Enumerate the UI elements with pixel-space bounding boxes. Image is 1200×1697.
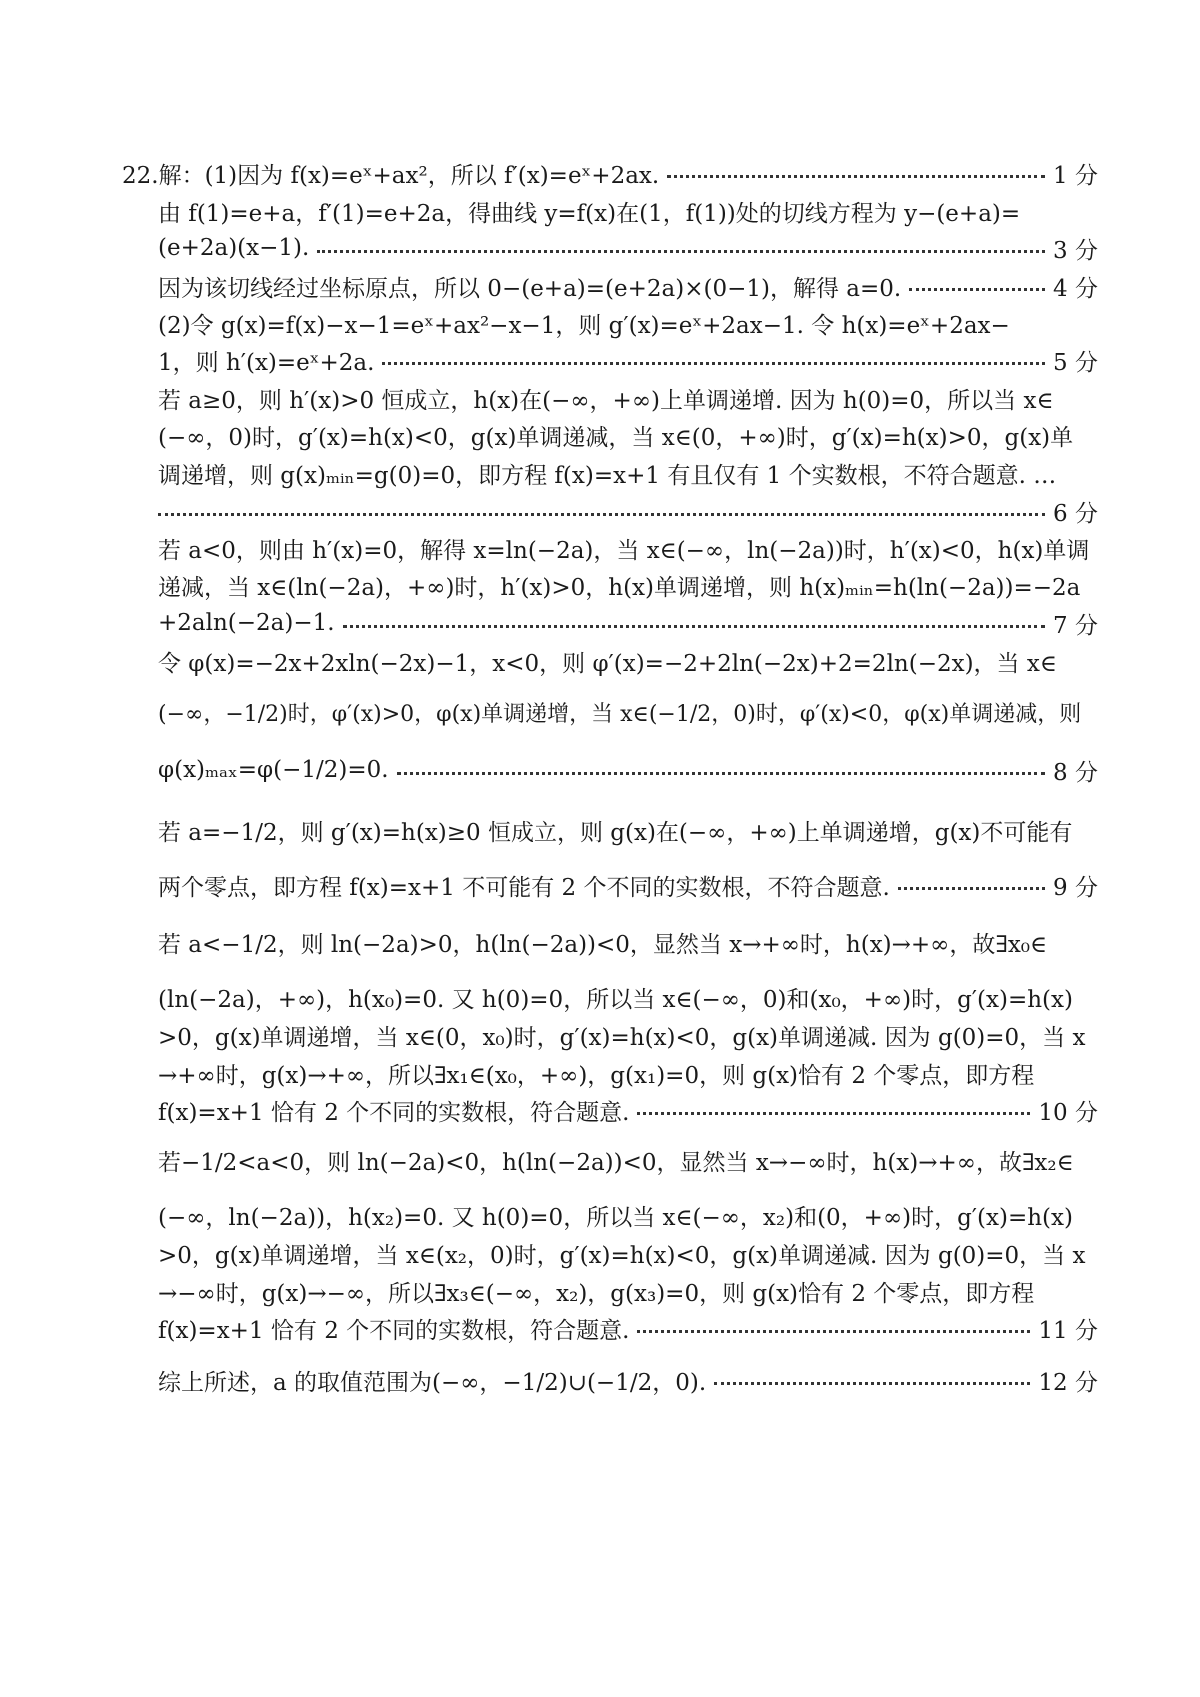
line-text: 若 a=−1/2，则 g′(x)=h(x)≥0 恒成立，则 g(x)在(−∞，+∞)上单调递增，g(x)不可能有 <box>158 819 1073 846</box>
line-text: 若−1/2<a<0，则 ln(−2a)<0，h(ln(−2a))<0，显然当 x→−∞时，h(x)→+∞，故∃x₂∈ <box>158 1149 1074 1176</box>
line-text: (ln(−2a)，+∞)，h(x₀)=0. 又 h(0)=0，所以当 x∈(−∞，0)和(x₀，+∞)时，g′(x)=h(x) <box>158 986 1073 1013</box>
score-label: 7 分 <box>1053 612 1098 639</box>
solution-line <box>158 415 1098 455</box>
score-label: 6 分 <box>1053 500 1098 527</box>
leader-dots <box>158 513 1045 516</box>
line-text: (2)令 g(x)=f(x)−x−1=eˣ+ax²−x−1，则 g′(x)=eˣ+2ax−1. 令 h(x)=eˣ+2ax− <box>158 312 1010 339</box>
solution-line <box>158 1140 1098 1180</box>
score-label: 12 分 <box>1038 1369 1098 1396</box>
solution-line <box>158 1195 1098 1235</box>
score-label: 3 分 <box>1053 237 1098 264</box>
solution-line <box>158 603 1098 643</box>
solution-line <box>158 641 1098 681</box>
line-text: 1，则 h′(x)=eˣ+2a. <box>158 349 375 376</box>
solution-line <box>158 378 1098 418</box>
solution-line <box>158 1233 1098 1273</box>
score-label: 10 分 <box>1038 1099 1098 1126</box>
line-text: 调递增，则 g(x)ₘᵢₙ=g(0)=0，即方程 f(x)=x+1 有且仅有 1 个实数根，不符合题意. … <box>158 462 1057 489</box>
score-label: 4 分 <box>1053 275 1098 302</box>
line-text: 22.解：(1)因为 f(x)=eˣ+ax²，所以 f′(x)=eˣ+2ax. <box>122 162 660 189</box>
leader-dots <box>909 288 1045 291</box>
leader-dots <box>714 1382 1030 1385</box>
line-text: φ(x)ₘₐₓ=φ(−1/2)=0. <box>158 757 389 783</box>
leader-dots <box>397 772 1045 775</box>
solution-line <box>158 750 1098 790</box>
line-text: f(x)=x+1 恰有 2 个不同的实数根，符合题意. <box>158 1099 630 1126</box>
line-text: (−∞，−1/2)时，φ′(x)>0，φ(x)单调递增，当 x∈(−1/2，0)时，φ′(x)<0，φ(x)单调递减，则 <box>158 701 1082 727</box>
line-text: →+∞时，g(x)→+∞，所以∃x₁∈(x₀，+∞)，g(x₁)=0，则 g(x)恰有 2 个零点，即方程 <box>158 1062 1035 1089</box>
solution-line <box>158 565 1098 605</box>
line-text: 若 a<−1/2，则 ln(−2a)>0，h(ln(−2a))<0，显然当 x→+∞时，h(x)→+∞，故∃x₀∈ <box>158 931 1048 958</box>
solution-line <box>158 1015 1098 1055</box>
leader-dots <box>317 250 1045 253</box>
score-label: 5 分 <box>1053 349 1098 376</box>
solution-line <box>158 692 1098 732</box>
line-text: 因为该切线经过坐标原点，所以 0−(e+a)=(e+2a)×(0−1)，解得 a=0. <box>158 275 902 302</box>
score-label: 11 分 <box>1038 1317 1098 1344</box>
solution-line <box>158 303 1098 343</box>
solution-line <box>158 228 1098 268</box>
leader-dots <box>343 625 1045 628</box>
leader-dots <box>382 362 1045 365</box>
line-text: 若 a≥0，则 h′(x)>0 恒成立，h(x)在(−∞，+∞)上单调递增. 因为 h(0)=0，所以当 x∈ <box>158 387 1054 414</box>
line-text: (−∞，ln(−2a))，h(x₂)=0. 又 h(0)=0，所以当 x∈(−∞，x₂)和(0，+∞)时，g′(x)=h(x) <box>158 1204 1073 1231</box>
line-text: →−∞时，g(x)→−∞，所以∃x₃∈(−∞，x₂)，g(x₃)=0，则 g(x)恰有 2 个零点，即方程 <box>158 1280 1035 1307</box>
solution-line <box>158 266 1098 306</box>
solution-line <box>158 1271 1098 1311</box>
line-text: >0，g(x)单调递增，当 x∈(0，x₀)时，g′(x)=h(x)<0，g(x)单调递减. 因为 g(0)=0，当 x <box>158 1024 1086 1051</box>
leader-dots <box>637 1330 1030 1333</box>
line-text: 综上所述，a 的取值范围为(−∞，−1/2)∪(−1/2，0). <box>158 1369 707 1396</box>
solution-line <box>158 491 1098 531</box>
line-text: 令 φ(x)=−2x+2xln(−2x)−1，x<0，则 φ′(x)=−2+2ln(−2x)+2=2ln(−2x)，当 x∈ <box>158 650 1057 677</box>
solution-line <box>158 922 1098 962</box>
leader-dots <box>667 175 1045 178</box>
solution-line <box>158 191 1098 231</box>
solution-line <box>158 1308 1098 1348</box>
solution-line <box>158 340 1098 380</box>
line-text: >0，g(x)单调递增，当 x∈(x₂，0)时，g′(x)=h(x)<0，g(x)单调递减. 因为 g(0)=0，当 x <box>158 1242 1086 1269</box>
line-text: 两个零点，即方程 f(x)=x+1 不可能有 2 个不同的实数根，不符合题意. <box>158 874 890 901</box>
line-text: (−∞，0)时，g′(x)=h(x)<0，g(x)单调递减，当 x∈(0，+∞)时，g′(x)=h(x)>0，g(x)单 <box>158 424 1074 451</box>
line-text: +2aln(−2a)−1. <box>158 610 335 636</box>
score-label: 8 分 <box>1053 759 1098 786</box>
line-text: 若 a<0，则由 h′(x)=0，解得 x=ln(−2a)，当 x∈(−∞，ln(−2a))时，h′(x)<0，h(x)单调 <box>158 537 1090 564</box>
solution-line <box>158 453 1098 493</box>
leader-dots <box>898 887 1045 890</box>
line-text: f(x)=x+1 恰有 2 个不同的实数根，符合题意. <box>158 1317 630 1344</box>
solution-line <box>158 1090 1098 1130</box>
line-text: (e+2a)(x−1). <box>158 235 310 261</box>
solution-line <box>122 153 1098 193</box>
line-text: 递减，当 x∈(ln(−2a)，+∞)时，h′(x)>0，h(x)单调递增，则 h(x)ₘᵢₙ=h(ln(−2a))=−2a <box>158 574 1081 601</box>
leader-dots <box>637 1112 1030 1115</box>
score-label: 1 分 <box>1053 162 1098 189</box>
score-label: 9 分 <box>1053 874 1098 901</box>
solution-line <box>158 1053 1098 1093</box>
solution-line <box>158 977 1098 1017</box>
solution-line <box>158 1360 1098 1400</box>
line-text: 由 f(1)=e+a，f′(1)=e+2a，得曲线 y=f(x)在(1，f(1))处的切线方程为 y−(e+a)= <box>158 200 1021 227</box>
solution-line <box>158 528 1098 568</box>
solution-line <box>158 865 1098 905</box>
solution-line <box>158 810 1098 850</box>
